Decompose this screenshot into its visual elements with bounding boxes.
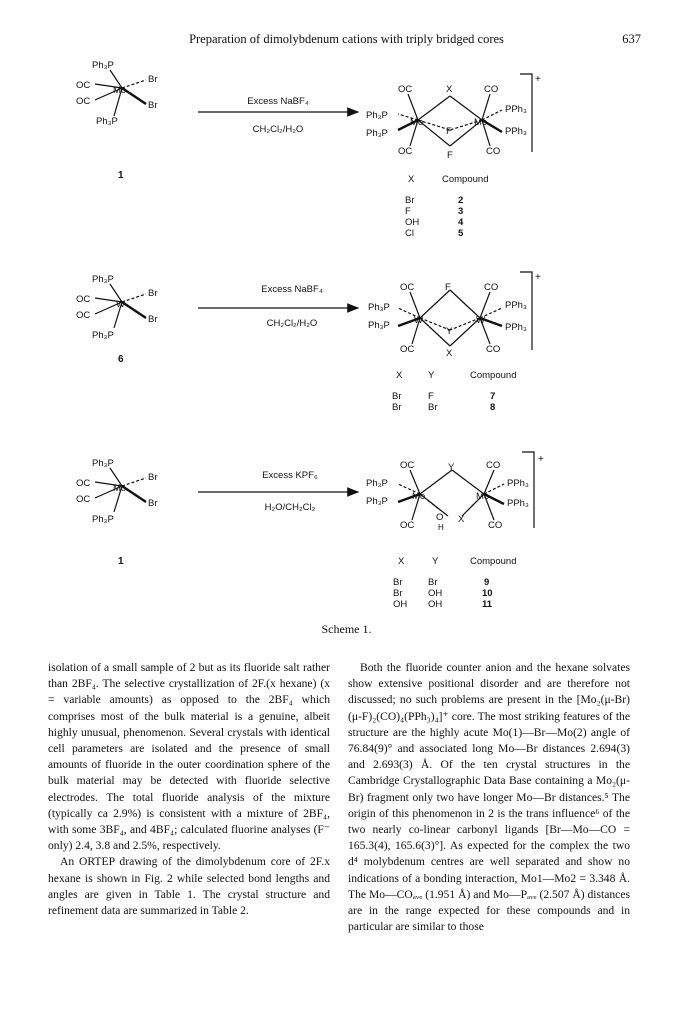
row2-reactant-label: Br — [148, 314, 158, 325]
row2-table-cell: 8 — [490, 402, 496, 413]
row1-reactant-label: Br — [148, 74, 158, 85]
row3-product-label: X — [458, 514, 465, 525]
row1-reactant-label: OC — [76, 96, 91, 107]
row2-product-label: X — [446, 348, 453, 359]
row1-table-header: Compound — [442, 174, 489, 185]
row1-table-cell: OH — [405, 217, 420, 228]
row1-product-label: OC — [398, 146, 413, 157]
row3-reactant-label: Ph₃P — [92, 514, 114, 525]
row1-reactant-label: Mo — [113, 85, 127, 96]
row1-table-header: X — [408, 174, 415, 185]
row1-product-label: Mo — [474, 117, 488, 128]
row3-bracket — [522, 452, 534, 528]
row1-charge: + — [535, 74, 541, 85]
row2-product-label: PPh₃ — [505, 300, 527, 311]
scheme-caption: Scheme 1. — [321, 622, 372, 636]
row1-product-label: OC — [398, 84, 413, 95]
row2-table-cell: Br — [392, 391, 402, 402]
row1-product-label: X — [446, 84, 453, 95]
row2-product-label: W — [476, 315, 485, 326]
row3-reagent: Excess KPF₆ — [262, 470, 318, 481]
row3-table-cell: 11 — [482, 599, 493, 610]
row3-product-label: O — [436, 512, 444, 523]
row2-table-cell: 7 — [490, 391, 496, 402]
row3-table-cell: Br — [393, 588, 403, 599]
row1-solvent: CH₂Cl₂/H₂O — [252, 124, 304, 135]
row2-product-label: Y — [446, 326, 453, 337]
row2-table-header: Compound — [470, 370, 517, 381]
running-title: Preparation of dimolybdenum cations with triply bridged cores — [189, 32, 504, 46]
row1-table-cell: Br — [405, 195, 415, 206]
row2-product-label: OC — [400, 282, 415, 293]
row3-charge: + — [538, 454, 544, 465]
row1-reactant-label: OC — [76, 80, 91, 91]
row1-reactant-label: Br — [148, 100, 158, 111]
row3-product-label: PPh₃ — [507, 478, 529, 489]
row3-product-label: Mo — [412, 491, 426, 502]
row3-product-label: OC — [400, 520, 415, 531]
page-number: 637 — [622, 32, 641, 46]
row3-table-header: Y — [432, 556, 439, 567]
row3-table-cell: OH — [428, 588, 443, 599]
row3-table-header: X — [398, 556, 405, 567]
row3-reactant-label: OC — [76, 478, 91, 489]
row2-table-cell: Br — [428, 402, 438, 413]
row1-product-label: PPh₃ — [505, 104, 527, 115]
row3-product-label: Ph₃P — [366, 478, 388, 489]
row3-table-cell: 10 — [482, 588, 493, 599]
row1-table-cell: 3 — [458, 206, 464, 217]
row2-product-label: PPh₃ — [505, 322, 527, 333]
row1-product-label: F — [446, 126, 452, 137]
row2-reactant-label: Ph₃P — [92, 274, 114, 285]
row2-bracket — [520, 272, 532, 350]
paragraph: An ORTEP drawing of the dimolybdenum core of 2F.x hexane is shown in Fig. 2 while selected bond lengths and angles are given in Table 1. The crystal structure and refinement data are summarized in Table 2. — [48, 855, 330, 918]
row2-product-label: CO — [486, 344, 501, 355]
row1-product-label: Mo — [410, 117, 424, 128]
row3-table-cell: OH — [428, 599, 443, 610]
row1-product-label: CO — [484, 84, 499, 95]
row2-reagent: Excess NaBF₄ — [261, 284, 323, 295]
row1-reactant-number: 1 — [118, 170, 124, 181]
row2-product-label: Ph₃P — [368, 302, 390, 313]
row3-table-cell: Br — [393, 577, 403, 588]
row3-product-label: Ph₃P — [366, 496, 388, 507]
row3-table-cell: 9 — [484, 577, 490, 588]
row3-product-label: H — [438, 523, 444, 532]
row2-product-label: W — [414, 315, 423, 326]
row1-reagent: Excess NaBF₄ — [247, 96, 309, 107]
paragraph: Both the fluoride counter anion and the hexane solvates show extensive positional disorder and are therefore not discussed; no such problems are present in the [Mo₂(μ-Br)(μ-F)₂(CO)₄(PPh₃)₄]⁺ core. The most striking features of the structure are the highly acute Mo(1)—Br—Mo(2) angle of 76.84(9)° and associated long Mo—Br distances 2.694(3) and 2.693(3) Å. Of the ten crystal structures in the Cambridge Crystallographic Data Base containing a Mo₂(μ-Br) fragment only two have longer Mo—Br distances.⁵ The origin of this phenomenon in 2 is the trans influence⁶ of the two nearly co-linear carbonyl ligands [Br—Mo—CO = 165.3(4), 165.6(3)°]. As expected for the complex the two d⁴ molybdenum centres are well separated and show no indications of a bonding interaction, Mo1—Mo2 = 3.348 Å. The Mo—COₐᵥₑ (1.951 Å) and Mo—Pₐᵥₑ (2.507 Å) distances are in the range expected for these compounds and in particular are similar to those — [348, 661, 630, 934]
row2-product-label: OC — [400, 344, 415, 355]
row2-table-header: X — [396, 370, 403, 381]
row3-product-label: CO — [486, 460, 501, 471]
left-column — [48, 660, 330, 919]
paragraph: isolation of a small sample of 2 but as its fluoride salt rather than 2BF₄. The selective crystallization of 2F.(x hexane) (x = variable amounts) as opposed to the 2BF₄ which comprises most of the bulk material is a genuine, albeit highly unusual, phenomenon. Several crystals with identical cell parameters are isolated and the presence of small amounts of fluoride in the outer coordination sphere of the bulk material may be detected with fluoride selective electrodes. The total fluoride analysis of the mixture (typically ca 2.9%) is consistent with a mixture of 2BF₄, with some 3BF₄, and 4BF₄; calculated fluorine analyses (F⁻ only) 2.4, 3.8 and 2.5%, respectively. — [48, 661, 330, 853]
row3-solvent: H₂O/CH₂Cl₂ — [264, 502, 316, 513]
row3-table-cell: OH — [393, 599, 408, 610]
row3-reactant-label: OC — [76, 494, 91, 505]
row2-product-label: F — [445, 282, 451, 293]
row1-table-cell: Cl — [405, 228, 414, 239]
row1-product-label: F — [447, 150, 453, 161]
row3-product-label: Y — [448, 462, 455, 473]
row2-reactant-label: Ph₃P — [92, 330, 114, 341]
row3-reactant-number: 1 — [118, 556, 124, 567]
row2-charge: + — [535, 272, 541, 283]
row2-reactant-label: Br — [148, 288, 158, 299]
row2-table-cell: F — [428, 391, 434, 402]
row1-product-label: Ph₃P — [366, 128, 388, 139]
row2-product-label: CO — [484, 282, 499, 293]
row2-reactant-label: OC — [76, 294, 91, 305]
row3-table-header: Compound — [470, 556, 517, 567]
row1-reactant-label: Ph₃P — [96, 116, 118, 127]
row2-product-label: Ph₃P — [368, 320, 390, 331]
row2-table-cell: Br — [392, 402, 402, 413]
row2-reactant-label: W — [116, 299, 125, 310]
row1-product-label: CO — [486, 146, 501, 157]
row3-reactant-label: Mo — [113, 483, 127, 494]
row3-product-label: CO — [488, 520, 503, 531]
row3-product-label: OC — [400, 460, 415, 471]
row2-reactant-number: 6 — [118, 354, 124, 365]
row3-table-cell: Br — [428, 577, 438, 588]
row3-product-label: Mo — [476, 491, 490, 502]
row1-reactant-label: Ph₃P — [92, 60, 114, 71]
row1-table-cell: 5 — [458, 228, 464, 239]
row3-product-label: PPh₃ — [507, 498, 529, 509]
row2-reactant-label: OC — [76, 310, 91, 321]
right-column — [348, 660, 630, 935]
row1-product-label: Ph₃P — [366, 110, 388, 121]
row2-table-header: Y — [428, 370, 435, 381]
row1-product-label: PPh₃ — [505, 126, 527, 137]
row2-solvent: CH₂Cl₂/H₂O — [266, 318, 318, 329]
row3-reactant-label: Ph₃P — [92, 458, 114, 469]
row1-table-cell: F — [405, 206, 411, 217]
row3-reactant-label: Br — [148, 472, 158, 483]
row1-table-cell: 2 — [458, 195, 464, 206]
row3-reactant-label: Br — [148, 498, 158, 509]
row1-table-cell: 4 — [458, 217, 464, 228]
